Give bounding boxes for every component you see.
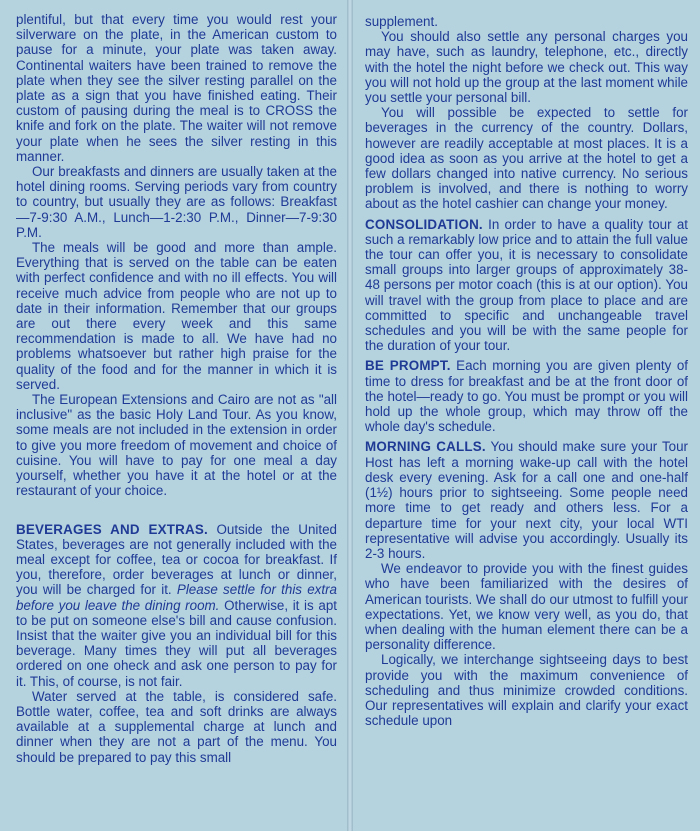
paragraph-sightseeing-days: Logically, we interchange sightseeing days to best provide you with the maximum convenience of scheduling and thus minimize crowded conditions. Our representatives will explain and clarify your exact schedule upon <box>365 652 688 729</box>
paragraph-meal-times: Our breakfasts and dinners are usually taken at the hotel dining rooms. Serving periods vary from country to country, but usually they are as follows: Breakfast—7-9:30 A.M., Lunch—1-2:30 P.M., Dinner—7-9:30 P.M. <box>16 164 337 240</box>
heading-be-prompt: BE PROMPT. <box>365 358 451 374</box>
paragraph-extensions: The European Extensions and Cairo are not as "all inclusive" as the basic Holy Land Tour. As you know, some meals are not included in the extension in order to give you more freedom of movement and choice of cuisine. You will have to pay for one meal a day yourself, whether you have it at the hotel or at the restaurant of your choice. <box>16 392 337 499</box>
beverages-italic-note: Please settle for this extra before you leave the dining room. <box>16 582 337 613</box>
morning-calls-text: You should make sure your Tour Host has left a morning wake-up call with the hotel desk every evening. Ask for a call one and one-half (1½) hours prior to sightseeing. Some people need more time to get ready and others less. For a departure time for your next city, your local WTI representative will advise you accordingly. Usually its 2-3 hours. <box>365 439 689 561</box>
paragraph-supplement: supplement. <box>365 14 438 29</box>
beverages-text-a: Outside the United States, beverages are not generally included with the meal except for coffee, tea or cocoa for breakfast. If you, therefore, order beverages at lunch or dinner, you will be charged for it. <box>16 521 337 598</box>
be-prompt-text: Each morning you are given plenty of time to dress for breakfast and be at the front door of the hotel—ready to go. You must be prompt or you will hold up the whole group, which may throw off the whole day's schedule. <box>365 358 688 435</box>
paragraph-guides: We endeavor to provide you with the finest guides who have been familiarized with the desires of American tourists. We shall do our utmost to fulfill your expectations. Yet, we know very well, as you do, that when dealing with the human element there can be a personality difference. <box>365 561 688 653</box>
right-page <box>353 0 700 831</box>
left-page <box>0 0 347 831</box>
paragraph-personal-charges: You should also settle any personal charges you may have, such as laundry, telephone, etc., directly with the hotel the night before we check out. This way you will not hold up the group at the last moment while you settle your personal bill. <box>365 29 688 106</box>
section-beverages <box>16 522 337 689</box>
consolidation-text: In order to have a quality tour at such a remarkably low price and to attain the full value the tour can offer you, it is necessary to consolidate small groups into larger groups of approximately 38-48 persons per motor coach (this is at our option). You will travel with the group from place to place and are committed to specific and unchangeable travel schedules and you will be with the same people for the duration of your tour. <box>365 216 688 354</box>
paragraph-silverware: plentiful, but that every time you would rest your silverware on the plate, in the American custom to pause for a minute, your plate was taken away. Continental waiters have been trained to remove the plate when they see the silver resting parallel on the plate as a sign that you have finished eating. Their custom of pausing during the meal is to CROSS the knife and fork on the plate. The waiter will not remove your plate when he sees the silver resting in this manner. <box>16 12 337 164</box>
paragraph-currency: You will possible be expected to settle for beverages in the currency of the country. Dollars, however are readily acceptable at most places. It is a good idea as soon as you arrive at the hotel to get a few dollars changed into native currency. No serious problem is involved, and there is nothing to worry about as the hotel cashier can change your money. <box>365 105 688 212</box>
section-morning-calls <box>365 439 688 561</box>
section-be-prompt <box>365 358 688 434</box>
heading-morning-calls: MORNING CALLS. <box>365 439 486 455</box>
paragraph-meal-quality: The meals will be good and more than ample. Everything that is served on the table can be eaten with perfect confidence and with no ill effects. You will receive much advice from people who are not up to date in their information. Remember that our groups are out there every week and this same recommendation is made to all. We have had no problems whatsoever but rather high praise for the quality of the food and for the manner in which it is served. <box>16 240 337 392</box>
beverages-text-b: Otherwise, it is apt to be put on someone else's bill and cause confusion. Insist that the waiter give you an individual bill for this beverage. Many times they will put all beverages ordered on one oheck and ask one person to pay for it. This, of course, is not fair. <box>16 597 337 689</box>
paragraph-water: Water served at the table, is considered safe. Bottle water, coffee, tea and soft drinks are always available at a supplemental charge at lunch and dinner when they are not a part of the menu. You should be prepared to pay this small <box>16 688 337 765</box>
heading-beverages: BEVERAGES AND EXTRAS. <box>16 521 208 537</box>
heading-consolidation: CONSOLIDATION. <box>365 216 483 232</box>
section-consolidation <box>365 217 688 354</box>
